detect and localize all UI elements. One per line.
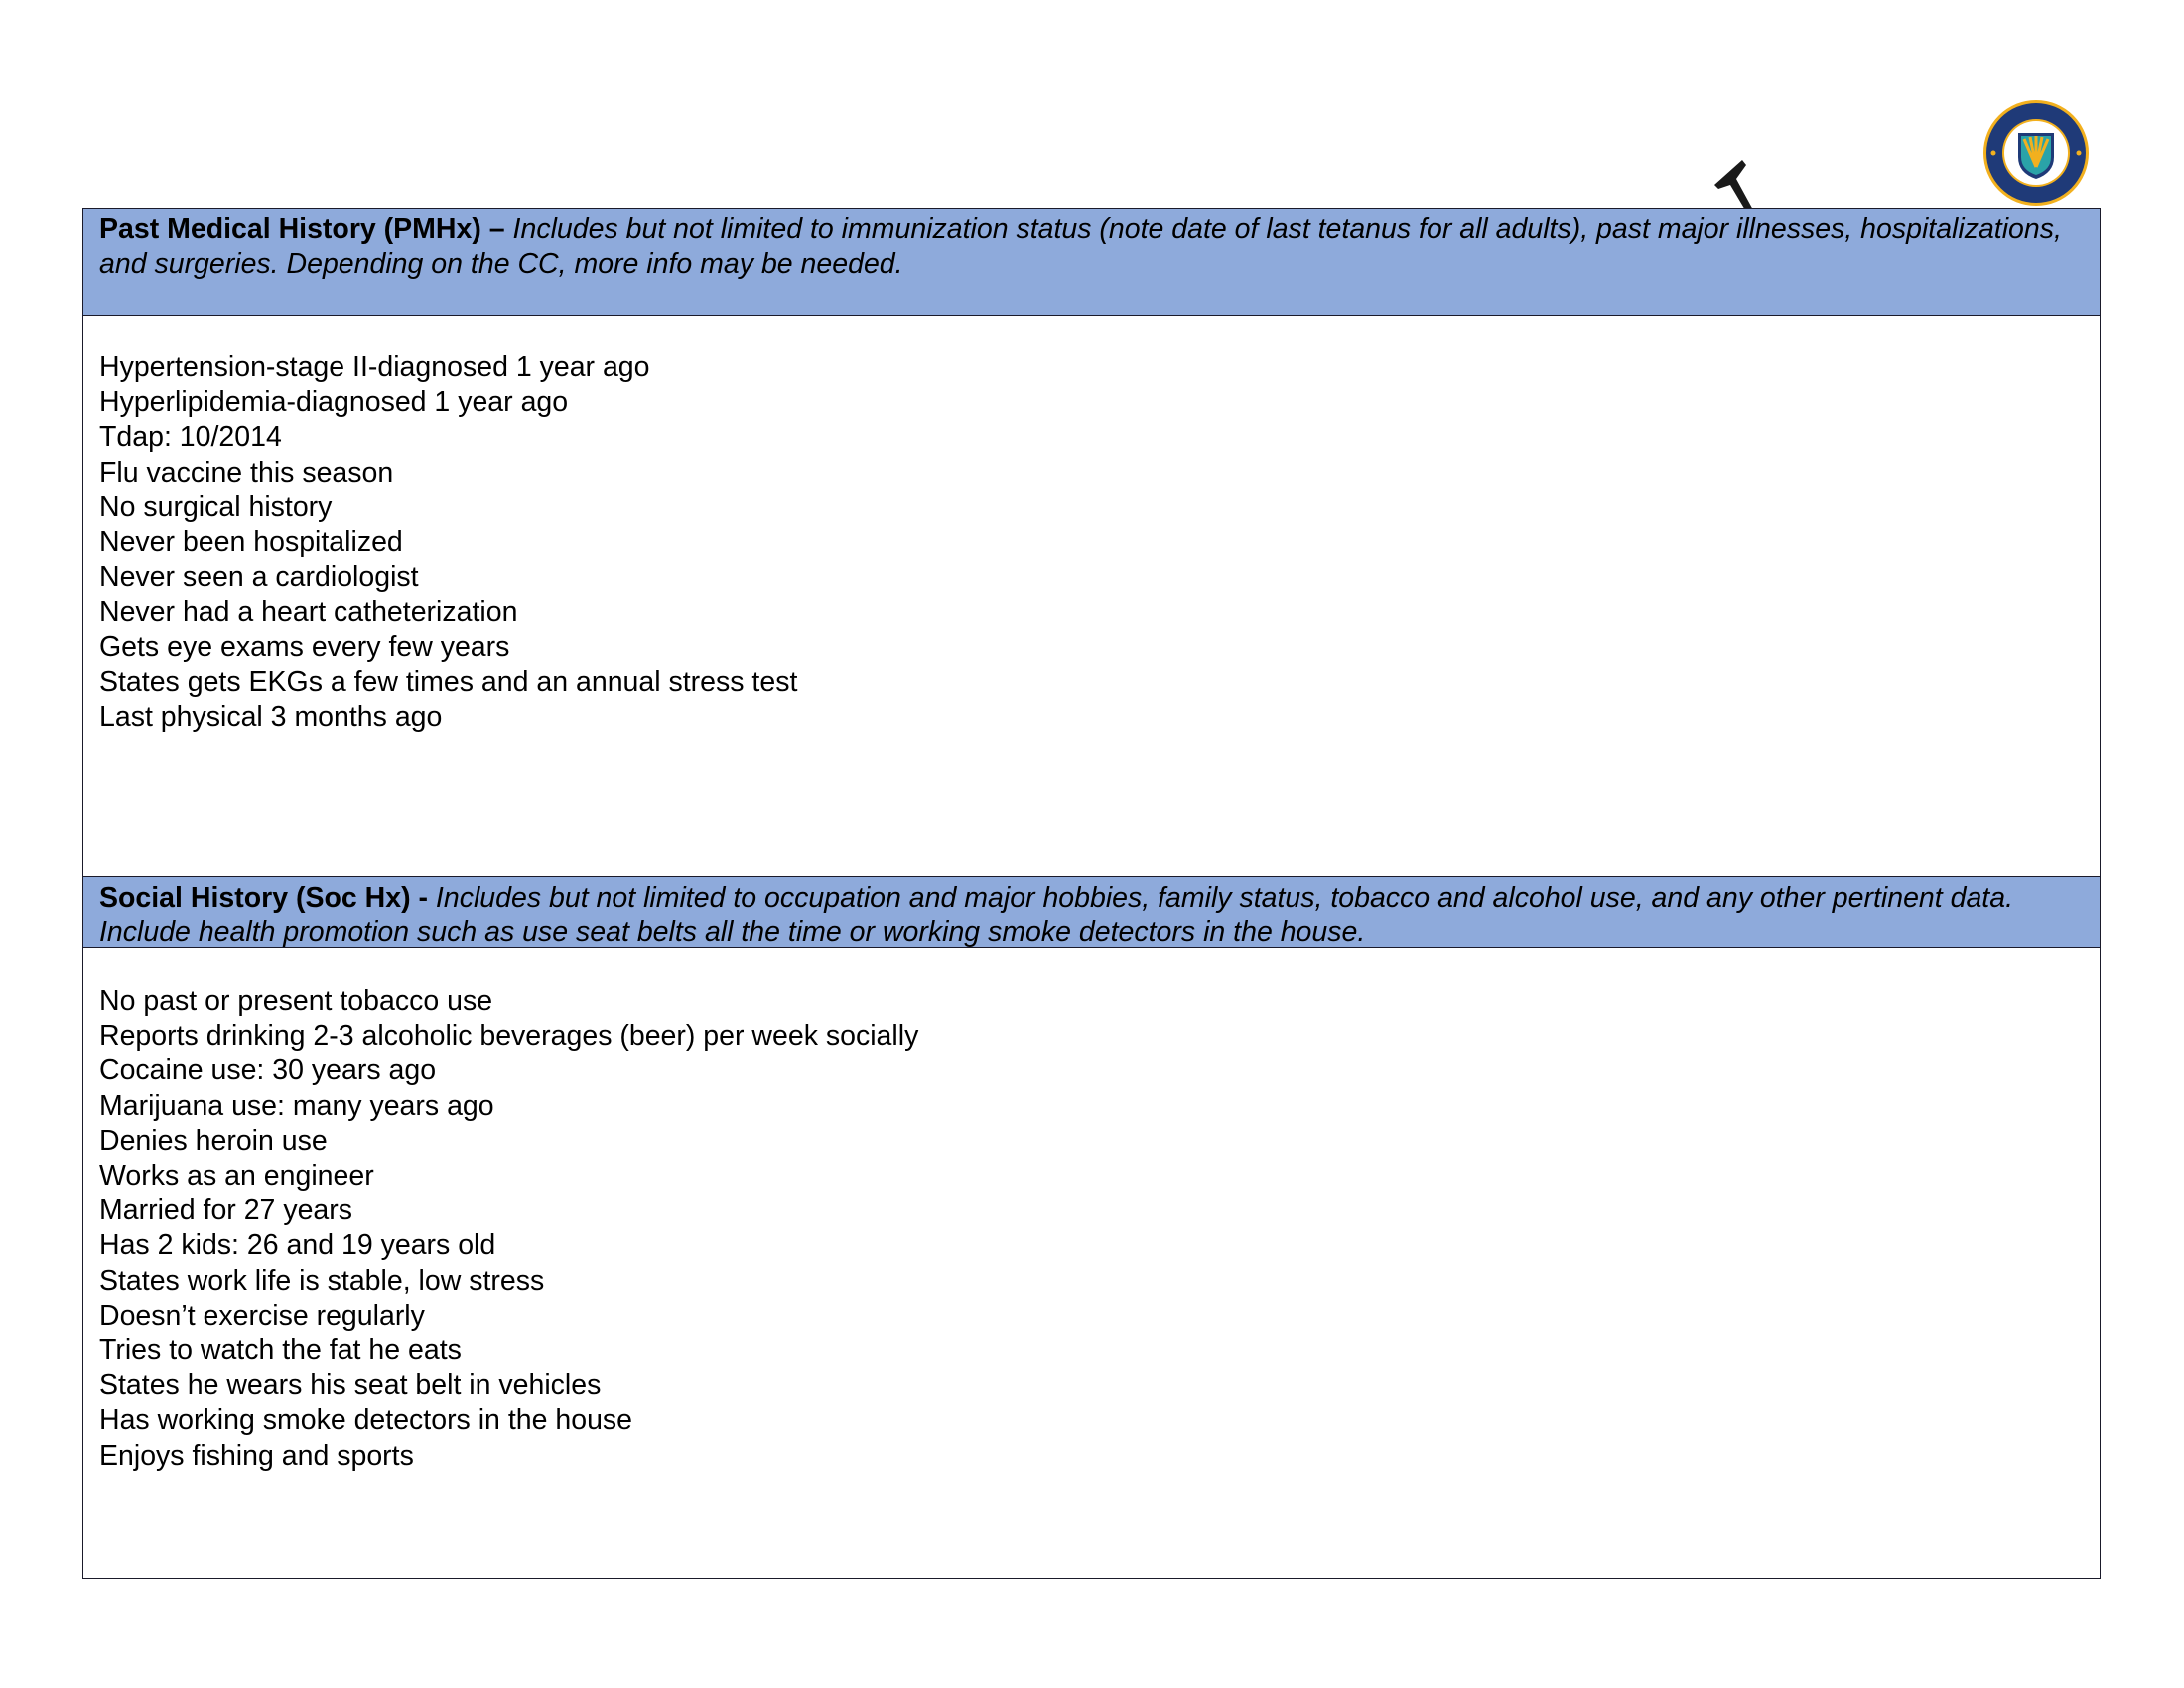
soc-list <box>99 984 918 1474</box>
ink-mark-icon <box>1712 157 1772 211</box>
soc-description: Includes but not limited to occupation and major hobbies, family status, tobacco and alcohol use, and any other pertinent data. Include health promotion such as use seat belts all the time or working smoke detectors in the house. <box>99 882 2013 948</box>
soc-item: Marijuana use: many years ago <box>99 1089 494 1122</box>
pmh-item: Never seen a cardiologist <box>99 561 419 594</box>
pmh-item: Tdap: 10/2014 <box>99 421 282 454</box>
pmh-item: No surgical history <box>99 491 333 523</box>
soc-item: Works as an engineer <box>99 1160 374 1193</box>
soc-item: Has working smoke detectors in the house <box>99 1404 633 1437</box>
soc-header <box>83 876 2100 948</box>
university-seal-logo <box>1982 99 2090 207</box>
soc-item: Doesn’t exercise regularly <box>99 1299 425 1332</box>
pmh-item: Flu vaccine this season <box>99 456 394 489</box>
soc-item: States work life is stable, low stress <box>99 1264 545 1297</box>
pmh-item: Never been hospitalized <box>99 526 403 559</box>
pmh-list <box>99 351 797 735</box>
pmh-item: States gets EKGs a few times and an annual stress test <box>99 665 798 698</box>
pmh-header <box>83 209 2100 316</box>
soc-item: Enjoys fishing and sports <box>99 1439 414 1472</box>
pmh-title: Past Medical History (PMHx) – <box>99 213 505 245</box>
pmh-item: Never had a heart catheterization <box>99 596 518 629</box>
soc-item: Reports drinking 2-3 alcoholic beverages (beer) per week socially <box>99 1020 919 1053</box>
soc-title: Social History (Soc Hx) - <box>99 882 428 914</box>
soc-item: Cocaine use: 30 years ago <box>99 1055 437 1087</box>
pmh-item: Hypertension-stage II-diagnosed 1 year ago <box>99 352 650 383</box>
soc-item: Has 2 kids: 26 and 19 years old <box>99 1229 496 1262</box>
soc-item: Denies heroin use <box>99 1124 328 1157</box>
soc-item: No past or present tobacco use <box>99 985 493 1017</box>
pmh-item: Last physical 3 months ago <box>99 701 443 734</box>
soc-item: Married for 27 years <box>99 1195 353 1227</box>
pmh-item: Hyperlipidemia-diagnosed 1 year ago <box>99 386 569 419</box>
soc-item: States he wears his seat belt in vehicles <box>99 1369 602 1402</box>
history-table <box>82 208 2101 1579</box>
pmh-item: Gets eye exams every few years <box>99 631 510 663</box>
soc-item: Tries to watch the fat he eats <box>99 1335 462 1367</box>
pmh-description: Includes but not limited to immunization status (note date of last tetanus for all adults), past major illnesses, hospitalizations, and surgeries. Depending on the CC, more info may be needed. <box>99 213 2062 280</box>
